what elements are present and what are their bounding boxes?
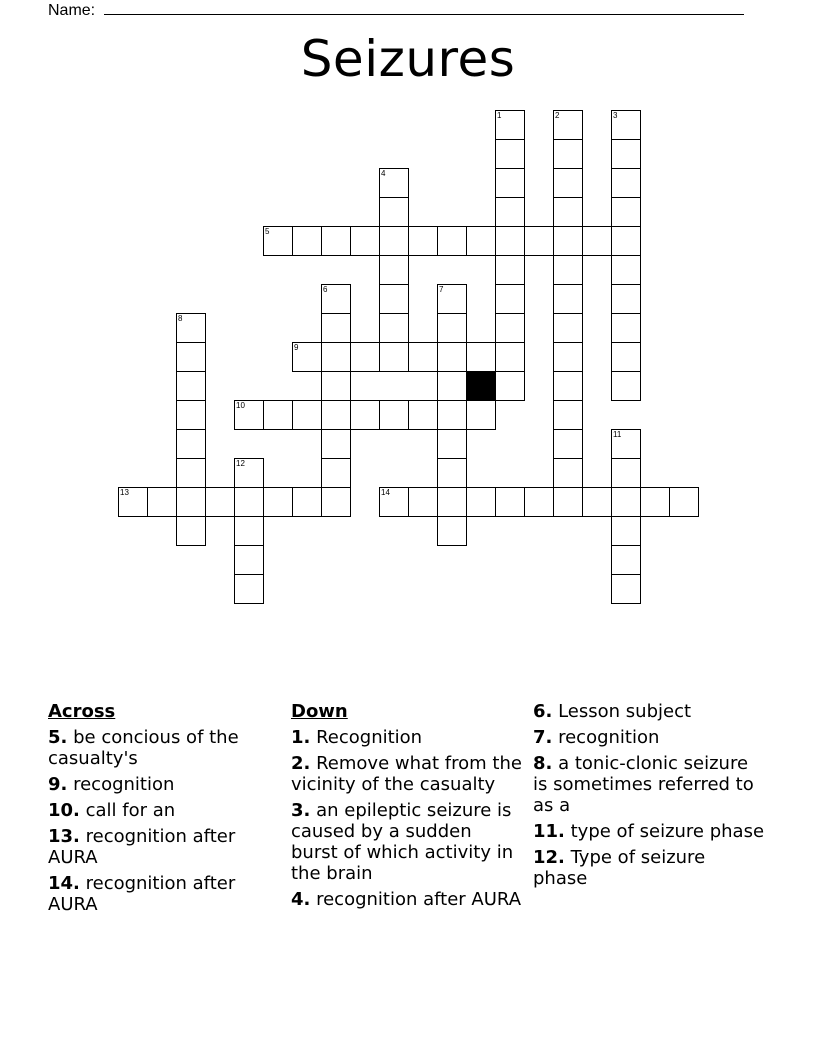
clue-number: 11.	[533, 821, 565, 842]
grid-cell[interactable]	[263, 487, 293, 517]
clue-number: 1.	[291, 727, 311, 748]
grid-cell[interactable]	[611, 313, 641, 343]
grid-cell[interactable]	[611, 255, 641, 285]
grid-cell[interactable]	[582, 226, 612, 256]
grid-cell[interactable]	[437, 371, 467, 401]
grid-cell[interactable]	[408, 487, 438, 517]
grid-cell[interactable]	[379, 400, 409, 430]
grid-cell[interactable]	[582, 487, 612, 517]
grid-cell[interactable]	[553, 487, 583, 517]
grid-cell[interactable]	[611, 284, 641, 314]
grid-cell[interactable]	[321, 284, 351, 314]
clue-item	[291, 889, 523, 910]
cell-number: 10	[236, 401, 245, 410]
clue-item	[533, 727, 765, 748]
clue-item	[291, 800, 523, 884]
grid-cell[interactable]	[437, 458, 467, 488]
grid-cell[interactable]	[611, 458, 641, 488]
clue-text: type of seizure phase	[564, 821, 765, 842]
grid-cell[interactable]	[321, 313, 351, 343]
grid-cell[interactable]	[437, 313, 467, 343]
cell-number: 3	[613, 111, 618, 120]
cell-number: 5	[265, 227, 270, 236]
grid-cell[interactable]	[408, 342, 438, 372]
grid-cell[interactable]	[321, 429, 351, 459]
clue-item	[48, 800, 280, 821]
grid-cell[interactable]	[553, 168, 583, 198]
clue-number: 8.	[533, 753, 553, 774]
grid-cell[interactable]	[234, 458, 264, 488]
cell-number: 13	[120, 488, 129, 497]
cell-number: 8	[178, 314, 183, 323]
grid-cell[interactable]	[553, 342, 583, 372]
clue-item	[48, 727, 280, 769]
grid-cell[interactable]	[495, 226, 525, 256]
clue-text: a tonic-clonic seizure is sometimes referred to as a	[533, 753, 754, 816]
grid-cell[interactable]	[176, 429, 206, 459]
clue-text: recognition after AURA	[310, 889, 522, 910]
grid-cell[interactable]	[234, 487, 264, 517]
grid-cell[interactable]	[379, 197, 409, 227]
grid-cell[interactable]	[611, 226, 641, 256]
clue-text: recognition	[67, 774, 175, 795]
clue-text: recognition after AURA	[48, 826, 236, 868]
grid-cell[interactable]	[292, 400, 322, 430]
clue-text: Recognition	[310, 727, 423, 748]
grid-cell[interactable]	[553, 197, 583, 227]
grid-cell[interactable]	[495, 139, 525, 169]
cell-number: 4	[381, 169, 386, 178]
clue-item	[291, 727, 523, 748]
grid-cell[interactable]	[495, 342, 525, 372]
clue-text: Type of seizure phase	[533, 847, 706, 889]
clue-number: 10.	[48, 800, 80, 821]
clue-number: 14.	[48, 873, 80, 894]
grid-cell[interactable]	[176, 458, 206, 488]
grid-cell[interactable]	[379, 168, 409, 198]
grid-cell[interactable]	[292, 342, 322, 372]
grid-cell[interactable]	[321, 371, 351, 401]
clue-number: 2.	[291, 753, 311, 774]
clue-number: 7.	[533, 727, 553, 748]
grid-cell[interactable]	[234, 574, 264, 604]
down-heading: Down	[291, 701, 348, 722]
grid-cell[interactable]	[553, 400, 583, 430]
grid-cell[interactable]	[379, 487, 409, 517]
grid-cell[interactable]	[176, 313, 206, 343]
grid-cell[interactable]	[321, 487, 351, 517]
grid-cell[interactable]	[611, 110, 641, 140]
clue-item	[533, 821, 765, 842]
cell-number: 14	[381, 488, 390, 497]
grid-cell[interactable]	[495, 284, 525, 314]
grid-cell[interactable]	[524, 487, 554, 517]
grid-cell[interactable]	[466, 342, 496, 372]
down-clues-continued	[533, 701, 765, 894]
clue-item	[48, 873, 280, 915]
clue-text: recognition after AURA	[48, 873, 236, 915]
grid-cell[interactable]	[495, 168, 525, 198]
clue-number: 12.	[533, 847, 565, 868]
clue-text: Lesson subject	[552, 701, 692, 722]
grid-cell[interactable]	[292, 487, 322, 517]
grid-cell[interactable]	[234, 400, 264, 430]
clue-number: 4.	[291, 889, 311, 910]
grid-cell[interactable]	[466, 400, 496, 430]
grid-cell[interactable]	[437, 516, 467, 546]
grid-cell[interactable]	[437, 400, 467, 430]
grid-cell[interactable]	[495, 255, 525, 285]
grid-cell[interactable]	[437, 342, 467, 372]
grid-cell[interactable]	[437, 226, 467, 256]
down-clues	[291, 701, 523, 915]
grid-cell[interactable]	[611, 371, 641, 401]
grid-cell[interactable]	[176, 342, 206, 372]
clue-number: 3.	[291, 800, 311, 821]
grid-cell[interactable]	[553, 110, 583, 140]
name-label: Name:	[48, 2, 100, 19]
grid-cell[interactable]	[611, 487, 641, 517]
clue-number: 13.	[48, 826, 80, 847]
cell-number: 6	[323, 285, 328, 294]
grid-cell[interactable]	[495, 487, 525, 517]
grid-cell[interactable]	[437, 429, 467, 459]
cell-number: 7	[439, 285, 444, 294]
page-title: Seizures	[300, 30, 516, 88]
cell-number: 11	[613, 430, 622, 439]
grid-cell[interactable]	[379, 284, 409, 314]
clue-number: 9.	[48, 774, 68, 795]
clue-number: 5.	[48, 727, 68, 748]
grid-cell[interactable]	[263, 226, 293, 256]
grid-cell[interactable]	[553, 429, 583, 459]
grid-cell[interactable]	[611, 429, 641, 459]
grid-cell[interactable]	[611, 168, 641, 198]
clue-number: 6.	[533, 701, 553, 722]
clue-item	[533, 847, 765, 889]
clue-item	[533, 701, 765, 722]
grid-cell[interactable]	[611, 545, 641, 575]
clue-text: recognition	[552, 727, 660, 748]
grid-cell[interactable]	[495, 313, 525, 343]
grid-cell[interactable]	[437, 487, 467, 517]
grid-cell[interactable]	[611, 342, 641, 372]
grid-cell[interactable]	[553, 284, 583, 314]
grid-cell[interactable]	[350, 342, 380, 372]
grid-cell[interactable]	[147, 487, 177, 517]
grid-cell[interactable]	[437, 284, 467, 314]
grid-cell[interactable]	[234, 516, 264, 546]
grid-cell[interactable]	[379, 226, 409, 256]
grid-block-cell	[466, 371, 496, 401]
across-heading: Across	[48, 701, 116, 722]
clue-item	[48, 826, 280, 868]
grid-cell[interactable]	[379, 255, 409, 285]
grid-cell[interactable]	[321, 342, 351, 372]
grid-cell[interactable]	[408, 226, 438, 256]
grid-cell[interactable]	[495, 371, 525, 401]
grid-cell[interactable]	[176, 400, 206, 430]
grid-cell[interactable]	[495, 110, 525, 140]
grid-cell[interactable]	[553, 139, 583, 169]
grid-cell[interactable]	[350, 400, 380, 430]
grid-cell[interactable]	[611, 516, 641, 546]
grid-cell[interactable]	[292, 226, 322, 256]
grid-cell[interactable]	[495, 197, 525, 227]
grid-cell[interactable]	[553, 226, 583, 256]
grid-cell[interactable]	[379, 342, 409, 372]
grid-cell[interactable]	[379, 313, 409, 343]
grid-cell[interactable]	[640, 487, 670, 517]
clue-text: Remove what from the vicinity of the casualty	[291, 753, 522, 795]
grid-cell[interactable]	[263, 400, 293, 430]
cell-number: 1	[497, 111, 502, 120]
grid-cell[interactable]	[669, 487, 699, 517]
grid-cell[interactable]	[118, 487, 148, 517]
cell-number: 9	[294, 343, 299, 352]
grid-cell[interactable]	[553, 371, 583, 401]
clue-item	[291, 753, 523, 795]
grid-cell[interactable]	[321, 226, 351, 256]
grid-cell[interactable]	[176, 371, 206, 401]
grid-cell[interactable]	[205, 487, 235, 517]
clue-item	[533, 753, 765, 816]
grid-cell[interactable]	[466, 226, 496, 256]
grid-cell[interactable]	[553, 255, 583, 285]
grid-cell[interactable]	[611, 139, 641, 169]
grid-cell[interactable]	[350, 226, 380, 256]
grid-cell[interactable]	[524, 226, 554, 256]
grid-cell[interactable]	[176, 487, 206, 517]
cell-number: 2	[555, 111, 560, 120]
clue-text: call for an	[79, 800, 176, 821]
grid-cell[interactable]	[176, 516, 206, 546]
across-clues	[48, 701, 280, 920]
clue-item	[48, 774, 280, 795]
clue-text: an epileptic seizure is caused by a sudden burst of which activity in the brain	[291, 800, 514, 884]
cell-number: 12	[236, 459, 245, 468]
grid-cell[interactable]	[553, 458, 583, 488]
clue-text: be concious of the casualty's	[48, 727, 239, 769]
grid-cell[interactable]	[466, 487, 496, 517]
grid-cell[interactable]	[321, 400, 351, 430]
grid-cell[interactable]	[611, 574, 641, 604]
grid-cell[interactable]	[553, 313, 583, 343]
grid-cell[interactable]	[408, 400, 438, 430]
grid-cell[interactable]	[234, 545, 264, 575]
grid-cell[interactable]	[321, 458, 351, 488]
grid-cell[interactable]	[611, 197, 641, 227]
